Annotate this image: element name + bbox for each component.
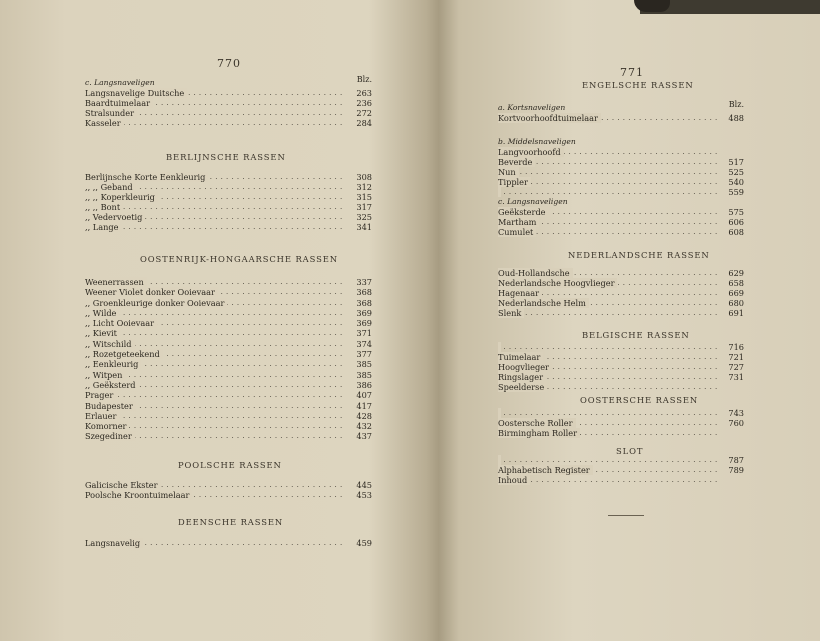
page-number: 771 <box>620 66 644 79</box>
entry-page-number: 312 <box>356 182 372 192</box>
entry-label: Nun <box>498 167 519 177</box>
entry-page-number: 417 <box>356 400 372 411</box>
entry-label: Geëksterde <box>498 207 549 217</box>
entry-label: Speelderse <box>498 382 547 392</box>
toc-entry <box>85 98 372 108</box>
toc-entry <box>85 88 372 98</box>
entry-page-number: 432 <box>356 421 372 432</box>
right-page <box>440 0 820 641</box>
end-rule <box>608 515 644 516</box>
entry-label: ,, Groenkleurige donker Ooievaar <box>85 298 227 308</box>
entry-page-number: 428 <box>356 410 372 421</box>
toc-entry <box>498 278 744 288</box>
entry-page-number: 407 <box>356 390 372 401</box>
entry-label: ,, Licht Ooievaar <box>85 318 157 328</box>
section-belgische <box>498 342 744 392</box>
entry-page-number: 721 <box>728 352 744 362</box>
toc-entry <box>498 288 744 298</box>
entry-label: Oud-Hollandsche <box>498 268 573 278</box>
toc-entry <box>85 538 372 548</box>
toc-entry <box>498 352 744 362</box>
entry-page-number: 658 <box>728 278 744 288</box>
dot-leader <box>498 308 718 318</box>
dot-leader <box>85 411 346 421</box>
entry-page-number: 629 <box>728 268 744 278</box>
entry-label: ,, ,, Bont <box>85 202 123 212</box>
toc-entry <box>85 328 372 338</box>
section-heading: NEDERLANDSCHE RASSEN <box>568 250 710 260</box>
entry-label: ,, Witschild <box>85 339 135 349</box>
toc-entry <box>85 380 372 390</box>
toc-entry <box>498 147 744 157</box>
entry-page-number: 559 <box>728 187 744 197</box>
section-nederlandsche <box>498 268 744 318</box>
toc-entry <box>498 157 744 167</box>
toc-entry <box>498 207 744 217</box>
entry-page-number: 459 <box>356 538 372 548</box>
toc-entry <box>85 172 372 182</box>
toc-entry <box>498 298 744 308</box>
entry-page-number: 453 <box>356 490 372 500</box>
entry-label: Poolsche Kroontuimelaar <box>85 490 192 500</box>
entry-page-number: 789 <box>728 465 744 475</box>
section-poolsche <box>85 480 372 500</box>
entry-page-number: 377 <box>356 349 372 360</box>
section-heading: BERLIJNSCHE RASSEN <box>166 152 286 162</box>
section-slot <box>498 455 744 485</box>
entry-page-number: 386 <box>356 379 372 390</box>
entry-label: Birmingham Roller <box>498 428 580 438</box>
dot-leader <box>498 408 718 418</box>
entry-page-number: 540 <box>728 177 744 187</box>
toc-entry <box>498 372 744 382</box>
entry-label: Nederlandsche Hoogvlieger <box>498 278 617 288</box>
entry-label: ,, Vedervoetig <box>85 212 145 222</box>
entry-page-number: 608 <box>728 227 744 237</box>
dot-leader <box>85 328 346 338</box>
toc-entry <box>85 490 372 500</box>
toc-entry <box>85 222 372 232</box>
entry-page-number: 236 <box>356 98 372 108</box>
toc-entry <box>85 339 372 349</box>
entry-page-number: 368 <box>356 287 372 298</box>
dot-leader <box>498 475 718 485</box>
section-oostenrijk <box>85 277 372 442</box>
toc-entry <box>85 277 372 287</box>
section-engelsche-a <box>498 100 744 123</box>
toc-entry <box>85 308 372 318</box>
entry-label: ,, Geëksterd <box>85 380 139 390</box>
entry-label: Szegediner <box>85 431 135 441</box>
entry-page-number: 369 <box>356 307 372 318</box>
entry-page-number: 263 <box>356 88 372 98</box>
dot-leader <box>85 390 346 400</box>
section-heading: OOSTENRIJK-HONGAARSCHE RASSEN <box>140 254 338 264</box>
entry-page-number: 669 <box>728 288 744 298</box>
toc-entry <box>85 411 372 421</box>
page-number: 770 <box>217 57 241 70</box>
entry-label: Weener Violet donker Ooievaar <box>85 287 218 297</box>
entry-label: Tuimelaar <box>498 352 543 362</box>
entry-page-number: 525 <box>728 167 744 177</box>
entry-page-number: 680 <box>728 298 744 308</box>
entry-page-number: 385 <box>356 369 372 380</box>
toc-entry <box>498 408 744 418</box>
entry-label: ,, Witpen <box>85 370 125 380</box>
entry-page-number: 437 <box>356 431 372 442</box>
entry-page-number: 716 <box>728 342 744 352</box>
dot-leader <box>498 187 718 197</box>
toc-entry <box>498 177 744 187</box>
section-heading: DEENSCHE RASSEN <box>178 517 284 527</box>
entry-page-number: 369 <box>356 318 372 329</box>
toc-entry <box>498 308 744 318</box>
section-berlijnsche <box>85 172 372 232</box>
entry-page-number: 385 <box>356 359 372 370</box>
dot-leader <box>85 118 346 128</box>
entry-label: Kasseler <box>85 118 124 128</box>
entry-label: Komorner <box>85 421 129 431</box>
toc-entry <box>85 212 372 222</box>
entry-label: Alphabetisch Register <box>498 465 593 475</box>
dot-leader <box>498 167 718 177</box>
dot-leader <box>498 455 718 465</box>
entry-label: Slenk <box>498 308 524 318</box>
entry-label: Ringslager <box>498 372 546 382</box>
entry-label: Nederlandsche Helm <box>498 298 589 308</box>
entry-page-number: 517 <box>728 157 744 167</box>
section-engelsche-c <box>498 197 744 237</box>
section-heading: OOSTERSCHE RASSEN <box>580 395 699 405</box>
dot-leader <box>85 202 346 212</box>
entry-label: ,, Lange <box>85 222 122 232</box>
entry-label: Galicische Ekster <box>85 480 161 490</box>
dot-leader <box>498 342 718 352</box>
entry-label: Langsnavelig <box>85 538 143 548</box>
entry-label: Oostersche Roller <box>498 418 576 428</box>
toc-entry <box>85 182 372 192</box>
entry-page-number: 272 <box>356 108 372 118</box>
entry-page-number: 284 <box>356 118 372 128</box>
entry-page-number: 445 <box>356 480 372 490</box>
entry-page-number: 371 <box>356 328 372 339</box>
entry-label <box>498 187 501 197</box>
toc-entry <box>498 455 744 465</box>
bz-label: Blz. <box>728 100 744 109</box>
entry-page-number: 731 <box>728 372 744 382</box>
entry-page-number: 337 <box>356 277 372 287</box>
toc-entry <box>85 431 372 441</box>
entry-page-number: 315 <box>356 192 372 202</box>
toc-entry <box>498 167 744 177</box>
toc-entry <box>498 342 744 352</box>
entry-label: Inhoud <box>498 475 530 485</box>
toc-entry <box>85 370 372 380</box>
entry-page-number: 374 <box>356 338 372 349</box>
toc-entry <box>498 465 744 475</box>
section-heading: POOLSCHE RASSEN <box>178 460 282 470</box>
dot-leader <box>498 177 718 187</box>
section-engelsche-b <box>498 137 744 197</box>
entry-label: Erlauer <box>85 411 119 421</box>
toc-entry <box>85 349 372 359</box>
section-heading: BELGISCHE RASSEN <box>582 330 690 340</box>
entry-label: Weenerrassen <box>85 277 147 287</box>
entry-label: ,, Rozetgeteekend <box>85 349 163 359</box>
entry-label: ,, Wilde <box>85 308 119 318</box>
toc-entry <box>85 359 372 369</box>
entry-label: Prager <box>85 390 116 400</box>
entry-label <box>498 408 501 418</box>
subheading: b. Middelsnaveligen <box>498 137 576 146</box>
subheading: c. Langsnaveligen <box>498 197 568 206</box>
section-heading: SLOT <box>616 446 644 456</box>
section-deensche <box>85 538 372 548</box>
entry-page-number: 727 <box>728 362 744 372</box>
entry-label: Hagenaar <box>498 288 542 298</box>
entry-label: Langvoorhoofd <box>498 147 564 157</box>
toc-entry <box>498 475 744 485</box>
entry-page-number: 317 <box>356 202 372 212</box>
entry-page-number: 606 <box>728 217 744 227</box>
entry-label: Beverde <box>498 157 535 167</box>
entry-label: Berlijnsche Korte Eenkleurig <box>85 172 208 182</box>
entry-label: Cumulet <box>498 227 536 237</box>
toc-entry <box>85 287 372 297</box>
toc-entry <box>498 187 744 197</box>
entry-page-number: 488 <box>728 113 744 123</box>
entry-page-number: 760 <box>728 418 744 428</box>
section-oostersche <box>498 408 744 438</box>
subheading: a. Kortsnaveligen <box>498 103 566 112</box>
bz-label: Blz. <box>356 75 372 84</box>
toc-entry <box>85 108 372 118</box>
toc-entry <box>85 202 372 212</box>
toc-entry <box>498 362 744 372</box>
entry-label: ,, ,, Koperkleurig <box>85 192 158 202</box>
entry-page-number: 787 <box>728 455 744 465</box>
entry-label: Tippler <box>498 177 531 187</box>
entry-label: Budapester <box>85 401 136 411</box>
entry-label: Baardtuimelaar <box>85 98 153 108</box>
entry-page-number: 743 <box>728 408 744 418</box>
entry-label: Langsnavelige Duitsche <box>85 88 187 98</box>
toc-entry <box>498 217 744 227</box>
dot-leader <box>85 308 346 318</box>
entry-label: Martham <box>498 217 539 227</box>
entry-page-number: 308 <box>356 172 372 182</box>
toc-entry <box>498 382 744 392</box>
entry-label: Hoogvlieger <box>498 362 552 372</box>
toc-entry <box>85 421 372 431</box>
subheading: c. Langsnaveligen <box>85 78 155 87</box>
toc-entry <box>498 418 744 428</box>
dot-leader <box>85 222 346 232</box>
toc-entry <box>85 480 372 490</box>
toc-entry <box>85 118 372 128</box>
entry-label <box>498 342 501 352</box>
toc-entry <box>498 428 744 438</box>
entry-label: ,, Eenkleurig <box>85 359 141 369</box>
entry-label <box>498 455 501 465</box>
toc-entry <box>85 192 372 202</box>
entry-label: Stralsunder <box>85 108 137 118</box>
section-heading: ENGELSCHE RASSEN <box>582 80 694 90</box>
section-langsnaveligen <box>85 75 372 128</box>
entry-label: ,, Kievit <box>85 328 120 338</box>
entry-label: ,, ,, Geband <box>85 182 136 192</box>
entry-label: Kortvoorhoofdtuimelaar <box>498 113 601 123</box>
toc-entry <box>498 113 744 123</box>
toc-entry <box>498 268 744 278</box>
entry-page-number: 368 <box>356 297 372 308</box>
entry-page-number: 575 <box>728 207 744 217</box>
toc-entry <box>498 227 744 237</box>
toc-entry <box>85 401 372 411</box>
toc-entry <box>85 318 372 328</box>
toc-entry <box>85 298 372 308</box>
entry-page-number: 325 <box>356 212 372 222</box>
entry-page-number: 691 <box>728 308 744 318</box>
toc-entry <box>85 390 372 400</box>
entry-page-number: 341 <box>356 222 372 232</box>
